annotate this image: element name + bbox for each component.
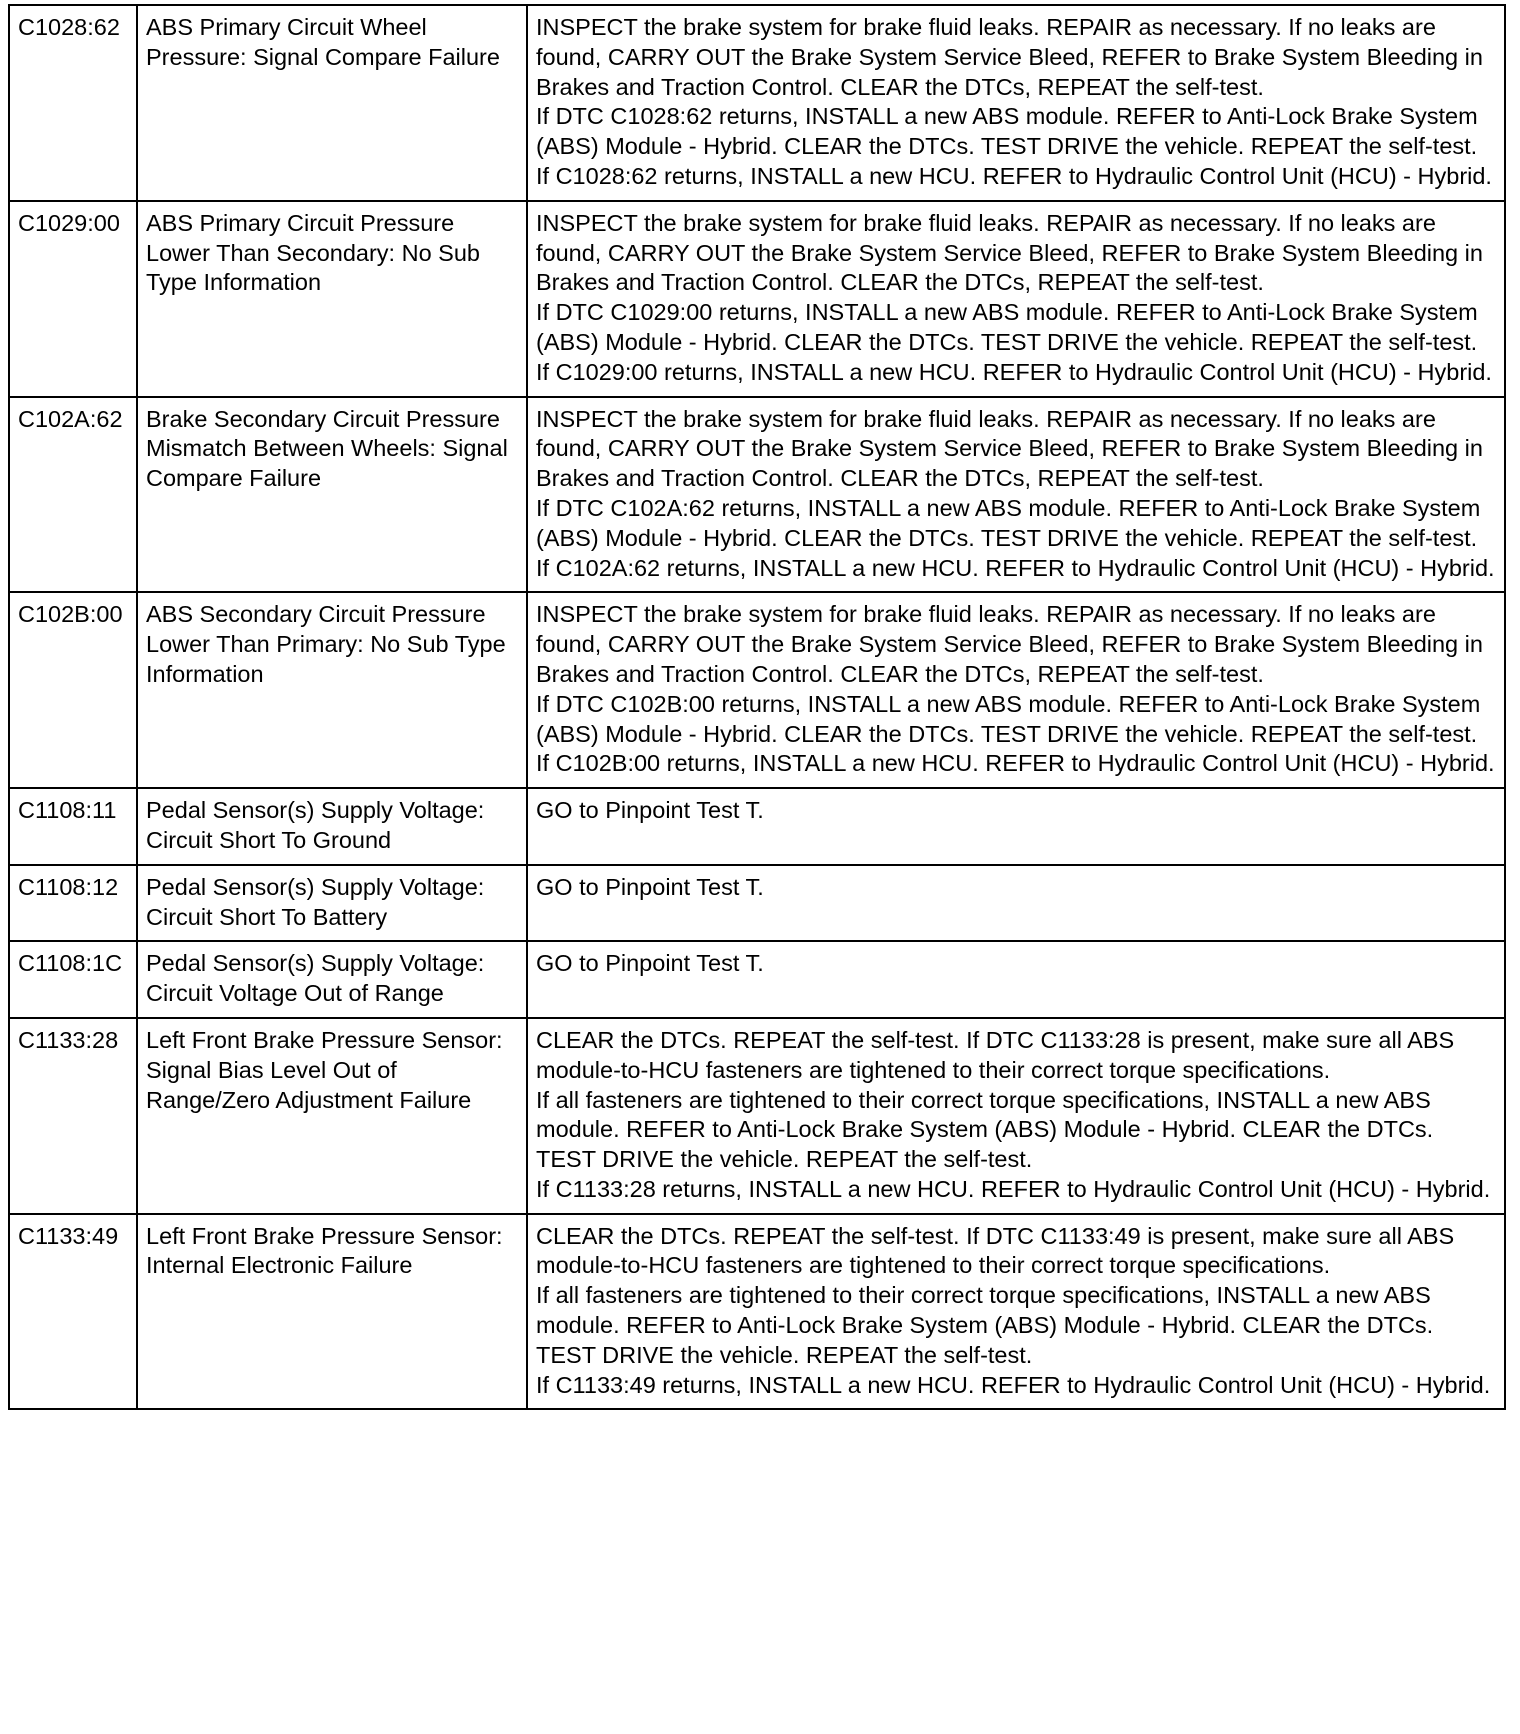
action-step: If DTC C102A:62 returns, INSTALL a new ABS module. REFER to Anti-Lock Brake System (ABS) Module - Hybrid. CLEAR the DTCs. TEST DRIVE the vehicle. REPEAT the self-test. xyxy=(536,494,1481,551)
dtc-code: C1108:12 xyxy=(9,865,137,942)
dtc-description: ABS Primary Circuit Wheel Pressure: Signal Compare Failure xyxy=(137,5,527,201)
dtc-description: ABS Secondary Circuit Pressure Lower Than Primary: No Sub Type Information xyxy=(137,592,527,788)
action-step: If C1133:49 returns, INSTALL a new HCU. REFER to Hydraulic Control Unit (HCU) - Hybrid. xyxy=(536,1371,1491,1398)
action-step: If C102A:62 returns, INSTALL a new HCU. REFER to Hydraulic Control Unit (HCU) - Hybrid. xyxy=(536,554,1495,581)
dtc-code: C1108:11 xyxy=(9,788,137,865)
dtc-description: Pedal Sensor(s) Supply Voltage: Circuit Short To Battery xyxy=(137,865,527,942)
dtc-description: ABS Primary Circuit Pressure Lower Than Secondary: No Sub Type Information xyxy=(137,201,527,397)
dtc-table xyxy=(8,4,1506,1410)
action-step: GO to Pinpoint Test T. xyxy=(536,950,764,977)
action-step: CLEAR the DTCs. REPEAT the self-test. If DTC C1133:28 is present, make sure all ABS module-to-HCU fasteners are tightened to their correct torque specifications. xyxy=(536,1026,1455,1083)
action-step: CLEAR the DTCs. REPEAT the self-test. If DTC C1133:49 is present, make sure all ABS module-to-HCU fasteners are tightened to their correct torque specifications. xyxy=(536,1222,1455,1279)
action-step: If DTC C1029:00 returns, INSTALL a new ABS module. REFER to Anti-Lock Brake System (ABS) Module - Hybrid. CLEAR the DTCs. TEST DRIVE the vehicle. REPEAT the self-test. xyxy=(536,299,1478,355)
dtc-action xyxy=(527,941,1505,1018)
dtc-action xyxy=(527,1214,1505,1410)
action-step: If C1029:00 returns, INSTALL a new HCU. REFER to Hydraulic Control Unit (HCU) - Hybrid. xyxy=(536,358,1492,385)
action-step: INSPECT the brake system for brake fluid leaks. REPAIR as necessary. If no leaks are found, CARRY OUT the Brake System Service Bleed, REFER to Brake System Bleeding in Brakes and Traction Control. CLEAR the DTCs, REPEAT the self-test. xyxy=(536,209,1483,296)
dtc-code: C1133:49 xyxy=(9,1214,137,1410)
table-row xyxy=(9,1018,1505,1214)
action-step: INSPECT the brake system for brake fluid leaks. REPAIR as necessary. If no leaks are found, CARRY OUT the Brake System Service Bleed, REFER to Brake System Bleeding in Brakes and Traction Control. CLEAR the DTCs, REPEAT the self-test. xyxy=(536,405,1483,492)
dtc-action xyxy=(527,1018,1505,1214)
dtc-code: C1028:62 xyxy=(9,5,137,201)
dtc-description: Brake Secondary Circuit Pressure Mismatch Between Wheels: Signal Compare Failure xyxy=(137,397,527,593)
table-row xyxy=(9,865,1505,942)
dtc-action xyxy=(527,788,1505,865)
table-row xyxy=(9,5,1505,201)
action-step: If DTC C102B:00 returns, INSTALL a new ABS module. REFER to Anti-Lock Brake System (ABS) Module - Hybrid. CLEAR the DTCs. TEST DRIVE the vehicle. REPEAT the self-test. xyxy=(536,690,1481,747)
dtc-action xyxy=(527,201,1505,397)
action-step: INSPECT the brake system for brake fluid leaks. REPAIR as necessary. If no leaks are found, CARRY OUT the Brake System Service Bleed, REFER to Brake System Bleeding in Brakes and Traction Control. CLEAR the DTCs, REPEAT the self-test. xyxy=(536,14,1483,100)
dtc-action xyxy=(527,5,1505,201)
dtc-code: C102A:62 xyxy=(9,397,137,593)
dtc-code: C1108:1C xyxy=(9,941,137,1018)
dtc-action xyxy=(527,865,1505,942)
dtc-description: Pedal Sensor(s) Supply Voltage: Circuit Short To Ground xyxy=(137,788,527,865)
action-step: GO to Pinpoint Test T. xyxy=(536,873,764,900)
action-step: INSPECT the brake system for brake fluid leaks. REPAIR as necessary. If no leaks are found, CARRY OUT the Brake System Service Bleed, REFER to Brake System Bleeding in Brakes and Traction Control. CLEAR the DTCs, REPEAT the self-test. xyxy=(536,601,1483,687)
dtc-code: C1133:28 xyxy=(9,1018,137,1214)
action-step: GO to Pinpoint Test T. xyxy=(536,797,764,824)
dtc-description: Left Front Brake Pressure Sensor: Internal Electronic Failure xyxy=(137,1214,527,1410)
action-step: If C1028:62 returns, INSTALL a new HCU. REFER to Hydraulic Control Unit (HCU) - Hybrid. xyxy=(536,162,1492,189)
dtc-action xyxy=(527,397,1505,593)
dtc-code: C102B:00 xyxy=(9,592,137,788)
table-row xyxy=(9,1214,1505,1410)
action-step: If DTC C1028:62 returns, INSTALL a new ABS module. REFER to Anti-Lock Brake System (ABS) Module - Hybrid. CLEAR the DTCs. TEST DRIVE the vehicle. REPEAT the self-test. xyxy=(536,103,1478,160)
table-row xyxy=(9,941,1505,1018)
table-row xyxy=(9,201,1505,397)
action-step: If all fasteners are tightened to their correct torque specifications, INSTALL a new ABS module. REFER to Anti-Lock Brake System (ABS) Module - Hybrid. CLEAR the DTCs. TEST DRIVE the vehicle. REPEAT the self-test. xyxy=(536,1282,1434,1368)
dtc-description: Pedal Sensor(s) Supply Voltage: Circuit Voltage Out of Range xyxy=(137,941,527,1018)
action-step: If all fasteners are tightened to their correct torque specifications, INSTALL a new ABS module. REFER to Anti-Lock Brake System (ABS) Module - Hybrid. CLEAR the DTCs. TEST DRIVE the vehicle. REPEAT the self-test. xyxy=(536,1086,1434,1173)
action-step: If C102B:00 returns, INSTALL a new HCU. REFER to Hydraulic Control Unit (HCU) - Hybrid. xyxy=(536,750,1495,777)
action-step: If C1133:28 returns, INSTALL a new HCU. REFER to Hydraulic Control Unit (HCU) - Hybrid. xyxy=(536,1175,1491,1202)
dtc-action xyxy=(527,592,1505,788)
dtc-description: Left Front Brake Pressure Sensor: Signal Bias Level Out of Range/Zero Adjustment Failure xyxy=(137,1018,527,1214)
table-row xyxy=(9,397,1505,593)
table-row xyxy=(9,592,1505,788)
dtc-code: C1029:00 xyxy=(9,201,137,397)
table-row xyxy=(9,788,1505,865)
